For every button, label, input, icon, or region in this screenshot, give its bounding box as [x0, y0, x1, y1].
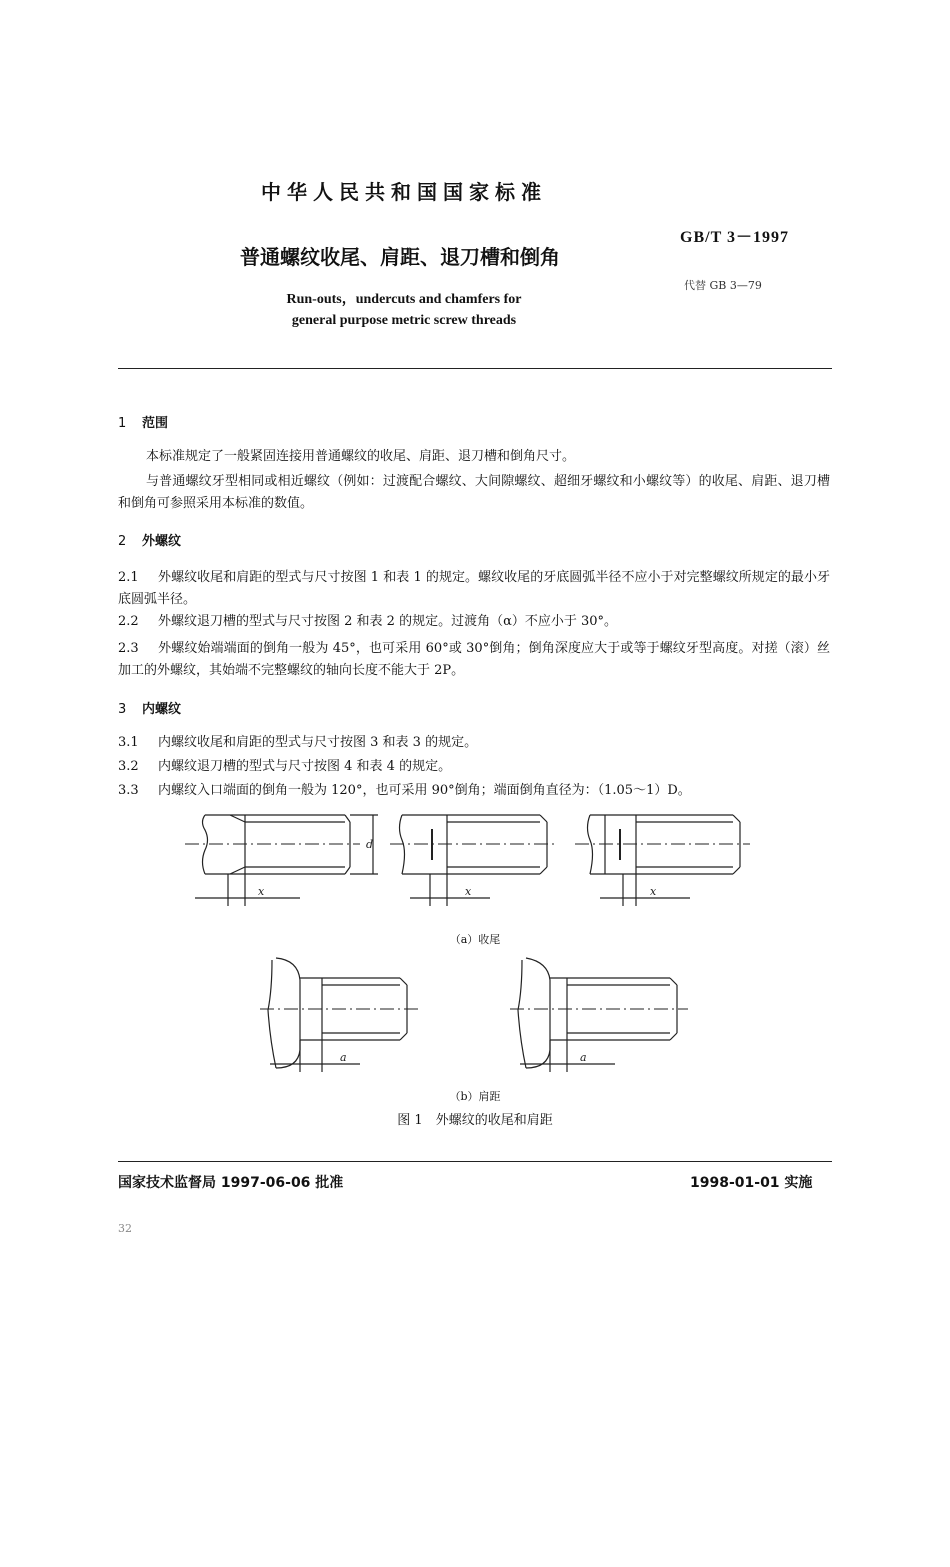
dimension-x-label-1: x — [258, 885, 265, 898]
clause-2-1-text: 外螺纹收尾和肩距的型式与尺寸按图 1 和表 1 的规定。螺纹收尾的牙底圆弧半径不应小于对完整螺纹所规定的最小牙底圆弧半径。 — [118, 570, 830, 607]
figure-caption-a: （a）收尾 — [449, 933, 501, 946]
dimension-x-label-3: x — [650, 885, 657, 898]
runout-drawing-2 — [390, 815, 556, 906]
dimension-a-label-1: a — [340, 1051, 347, 1064]
section-1-paragraph-1: 本标准规定了一般紧固连接用普通螺纹的收尾、肩距、退刀槽和倒角尺寸。 — [146, 449, 576, 464]
clause-2-3-text: 外螺纹始端端面的倒角一般为 45°，也可采用 60°或 30°倒角；倒角深度应大于或等于螺纹牙型高度。对搓（滚）丝加工的外螺纹，其始端不完整螺纹的轴向长度不能大于 2P。 — [118, 641, 830, 678]
figure-caption-b: （b）肩距 — [449, 1090, 501, 1103]
footer-divider — [118, 1161, 832, 1162]
clause-3-3-text: 内螺纹入口端面的倒角一般为 120°，也可采用 90°倒角；端面倒角直径为：（1.05～1）D。 — [158, 783, 691, 798]
document-title-en-line2: general purpose metric screw threads — [291, 313, 517, 328]
effective-date: 1998-01-01 实施 — [690, 1175, 813, 1191]
clause-2-3-number: 2.3 — [118, 641, 139, 656]
clause-3-1-text: 内螺纹收尾和肩距的型式与尺寸按图 3 和表 3 的规定。 — [158, 735, 478, 750]
section-2-number: 2 — [118, 534, 127, 549]
shoulder-drawing-1 — [260, 958, 418, 1072]
national-standard-title: 中华人民共和国国家标准 — [261, 180, 547, 204]
clause-3-3-number: 3.3 — [118, 783, 139, 798]
document-title-cn: 普通螺纹收尾、肩距、退刀槽和倒角 — [240, 245, 560, 269]
approval-date: 国家技术监督局 1997-06-06 批准 — [118, 1175, 344, 1191]
clause-3-2-number: 3.2 — [118, 759, 139, 774]
section-1-title: 范围 — [142, 416, 169, 431]
section-2-title: 外螺纹 — [142, 534, 182, 549]
page-number: 32 — [118, 1222, 132, 1235]
dimension-d-label: d — [366, 838, 374, 851]
runout-drawing-1 — [185, 815, 378, 906]
clause-2-2-text: 外螺纹退刀槽的型式与尺寸按图 2 和表 2 的规定。过渡角（α）不应小于 30°。 — [158, 614, 618, 629]
section-1-number: 1 — [118, 416, 127, 431]
section-3-title: 内螺纹 — [142, 702, 182, 717]
dimension-x-label-2: x — [465, 885, 472, 898]
figure-1-title: 图 1 外螺纹的收尾和肩距 — [397, 1113, 553, 1128]
shoulder-drawing-2 — [510, 958, 688, 1072]
dimension-a-label-2: a — [580, 1051, 587, 1064]
runout-drawing-3 — [575, 815, 750, 906]
section-3-number: 3 — [118, 702, 127, 717]
replaces-note: 代替 GB 3—79 — [684, 279, 762, 292]
clause-3-1-number: 3.1 — [118, 735, 139, 750]
clause-2-2-number: 2.2 — [118, 614, 139, 629]
document-title-en-line1: Run-outs，undercuts and chamfers for — [286, 292, 522, 307]
clause-2-1-number: 2.1 — [118, 570, 139, 585]
standard-number: GB/T 3－1997 — [680, 229, 789, 246]
section-1-paragraph-2: 与普通螺纹牙型相同或相近螺纹（例如：过渡配合螺纹、大间隙螺纹、超细牙螺纹和小螺纹等）的收尾、肩距、退刀槽和倒角可参照采用本标准的数值。 — [118, 474, 830, 511]
clause-3-2-text: 内螺纹退刀槽的型式与尺寸按图 4 和表 4 的规定。 — [158, 759, 452, 774]
